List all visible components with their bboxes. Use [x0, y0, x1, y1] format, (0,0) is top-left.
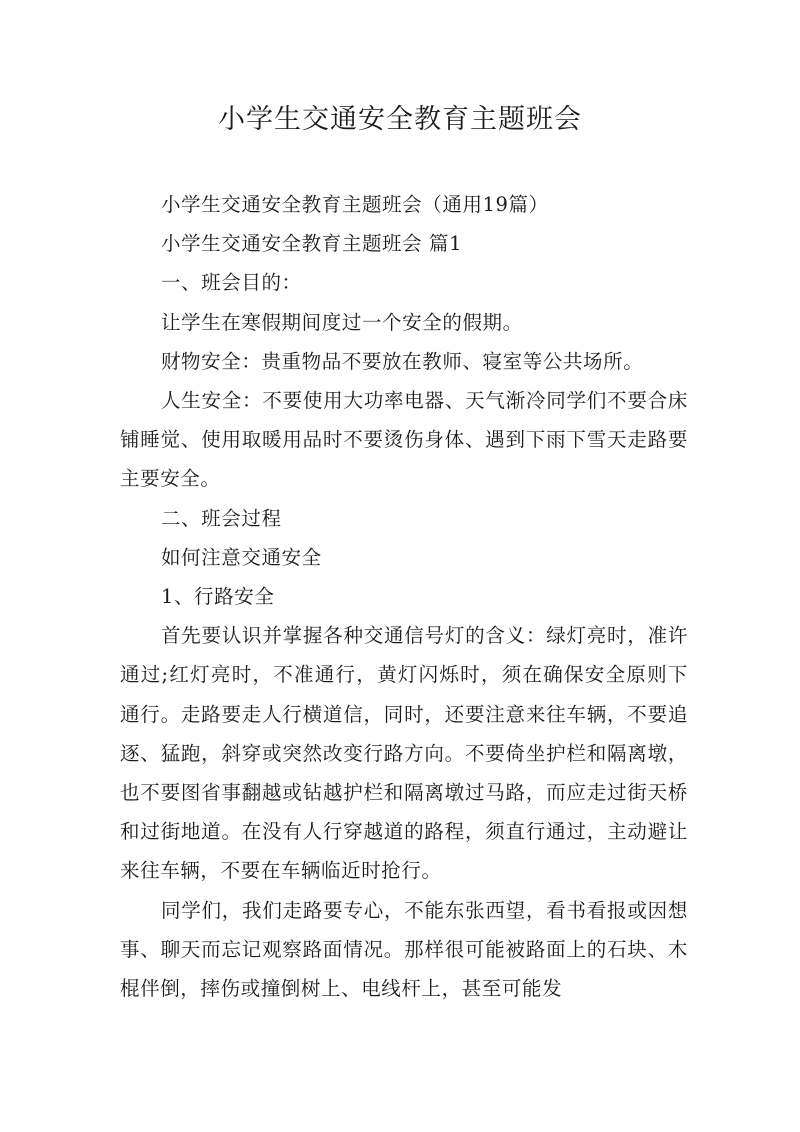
paragraph-heading-process: 二、班会过程 — [160, 506, 282, 530]
document-title: 小学生交通安全教育主题班会 — [218, 104, 582, 135]
paragraph-section-heading: 小学生交通安全教育主题班会 篇1 — [160, 232, 463, 256]
paragraph: 让学生在寒假期间度过一个安全的假期。 — [160, 310, 523, 334]
paragraph-heading-purpose: 一、班会目的： — [160, 271, 302, 295]
paragraph-subtitle: 小学生交通安全教育主题班会（通用19篇） — [160, 193, 549, 216]
paragraph: 首先要认识并掌握各种交通信号灯的含义：绿灯亮时，准许通过;红灯亮时，不准通行，黄灯闪烁时，须在确保安全原则下通行。走路要走人行横道信，同时，还要注意来往车辆，不要追逐、猛跑，斜穿或突然改变行路方向。不要倚坐护栏和隔离墩，也不要图省事翻越或钻越护栏和隔离墩过马路，而应走过街天桥和过街地道。在没有人行穿越道的路程，须直行通过，主动避让来往车辆，不要在车辆临近时抢行。 — [120, 624, 688, 883]
document-body — [120, 185, 688, 1008]
paragraph: 财物安全：贵重物品不要放在教师、寝室等公共场所。 — [160, 349, 644, 373]
paragraph: 人生安全：不要使用大功率电器、天气渐冷同学们不要合床铺睡觉、使用取暖用品时不要烫伤身体、遇到下雨下雪天走路要主要安全。 — [120, 389, 688, 491]
paragraph-heading-walking: 1、行路安全 — [160, 585, 275, 609]
paragraph: 如何注意交通安全 — [160, 545, 322, 569]
paragraph: 同学们，我们走路要专心，不能东张西望，看书看报或因想事、聊天而忘记观察路面情况。那样很可能被路面上的石块、木棍伴倒，摔伤或撞倒树上、电线杆上，甚至可能发 — [120, 898, 688, 1001]
